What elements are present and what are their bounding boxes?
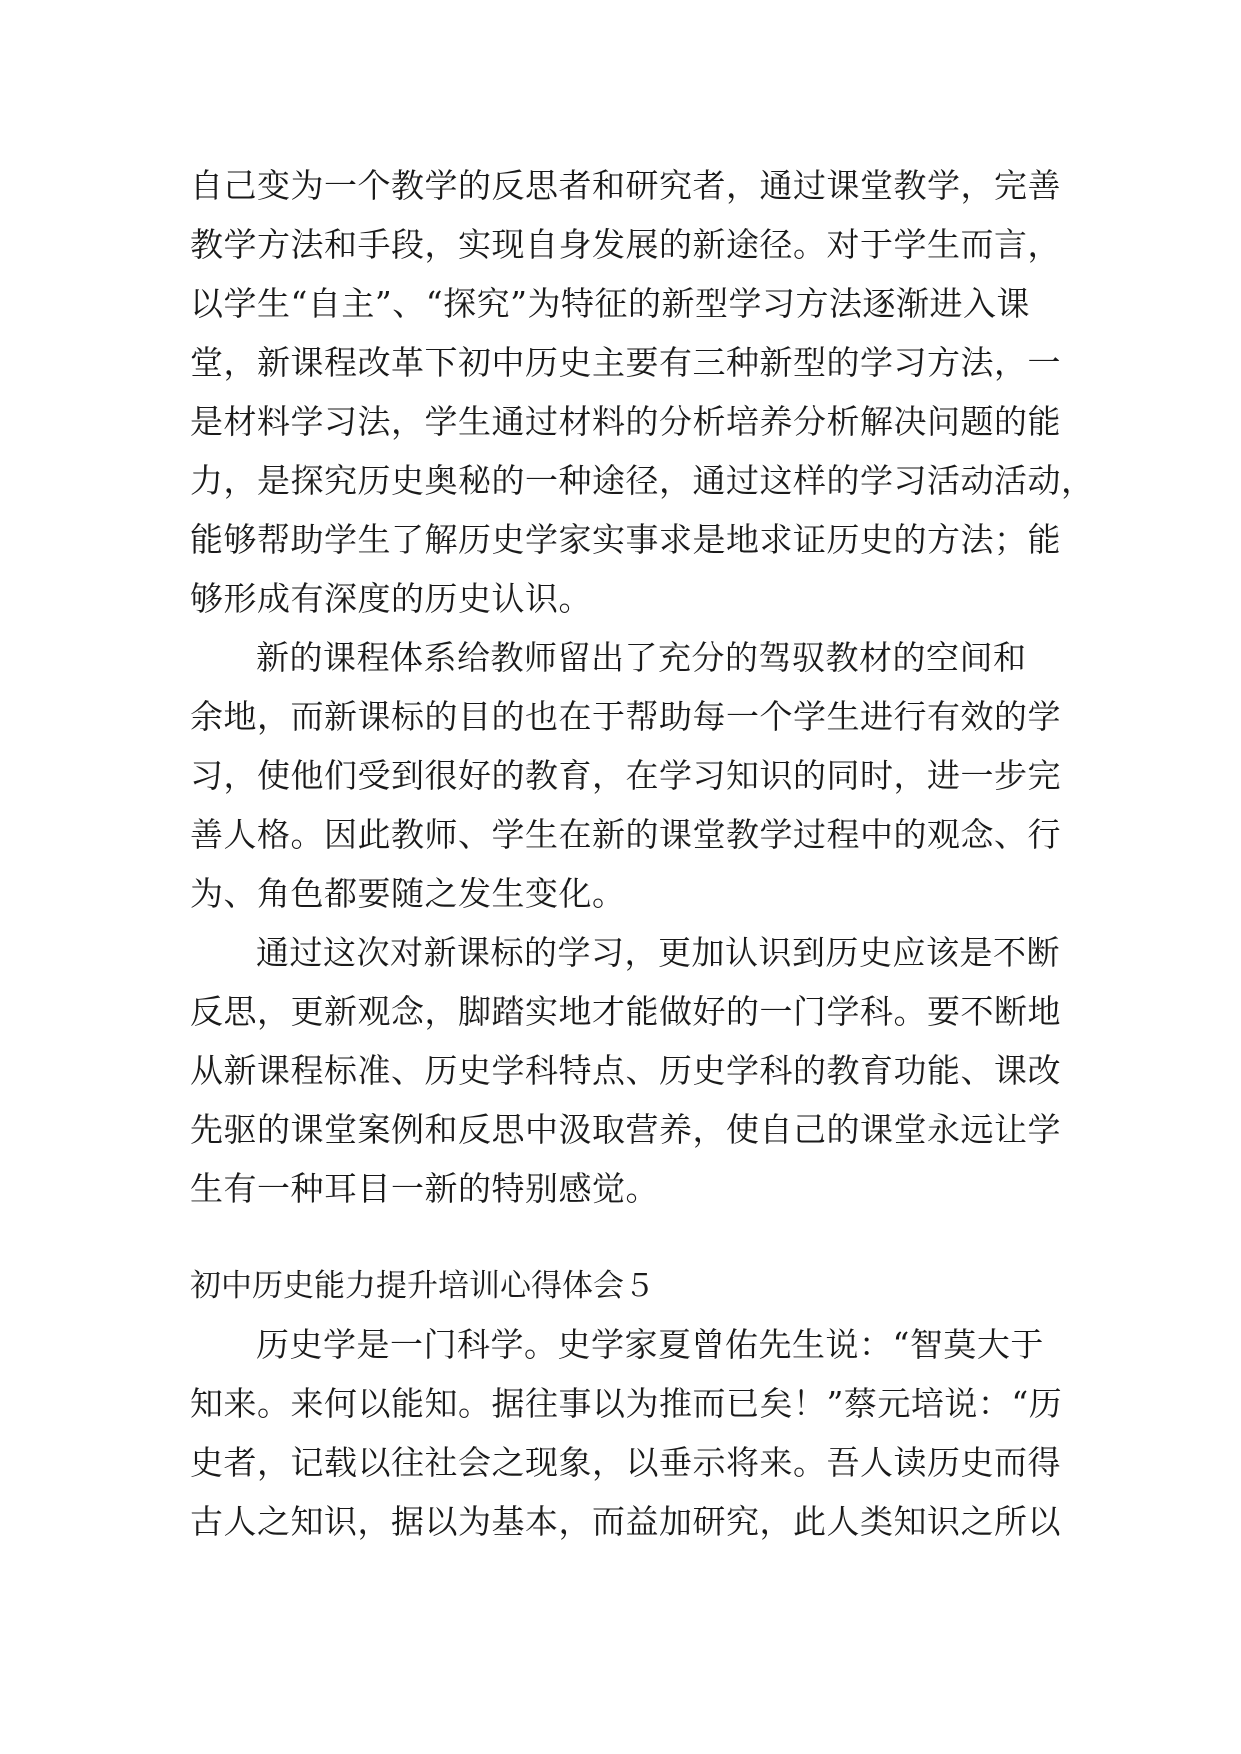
text-line: 先驱的课堂案例和反思中汲取营养，使自己的课堂永远让学 (190, 1110, 1061, 1149)
text-line: 新的课程体系给教师留出了充分的驾驭教材的空间和 (256, 638, 1027, 677)
text-line: 历史学是一门科学。史学家夏曾佑先生说：“智莫大于 (256, 1325, 1044, 1364)
text-line: 以学生“自主”、“探究”为特征的新型学习方法逐渐进入课 (190, 284, 1030, 323)
text-line: 善人格。因此教师、学生在新的课堂教学过程中的观念、行 (190, 815, 1061, 854)
text-line: 通过这次对新课标的学习，更加认识到历史应该是不断 (256, 933, 1060, 972)
text-line: 堂，新课程改革下初中历史主要有三种新型的学习方法，一 (190, 343, 1061, 382)
section-title: 初中历史能力提升培训心得体会５ (190, 1268, 655, 1304)
text-line: 自己变为一个教学的反思者和研究者，通过课堂教学，完善 (190, 166, 1061, 205)
text-line: 反思，更新观念，脚踏实地才能做好的一门学科。要不断地 (190, 992, 1061, 1031)
text-line: 为、角色都要随之发生变化。 (190, 874, 626, 913)
text-line: 是材料学习法，学生通过材料的分析培养分析解决问题的能 (190, 402, 1061, 441)
text-line: 够形成有深度的历史认识。 (190, 579, 592, 618)
text-line: 习，使他们受到很好的教育，在学习知识的同时，进一步完 (190, 756, 1061, 795)
text-line: 能够帮助学生了解历史学家实事求是地求证历史的方法；能 (190, 520, 1061, 559)
text-line: 史者，记载以往社会之现象，以垂示将来。吾人读历史而得 (190, 1443, 1061, 1482)
text-line: 生有一种耳目一新的特别感觉。 (190, 1169, 659, 1208)
text-line: 教学方法和手段，实现自身发展的新途径。对于学生而言， (190, 225, 1061, 264)
text-line: 从新课程标准、历史学科特点、历史学科的教育功能、课改 (190, 1051, 1061, 1090)
text-line: 力，是探究历史奥秘的一种途径，通过这样的学习活动活动， (190, 461, 1095, 500)
text-line: 余地，而新课标的目的也在于帮助每一个学生进行有效的学 (190, 697, 1061, 736)
text-line: 古人之知识，据以为基本，而益加研究，此人类知识之所以 (190, 1502, 1061, 1541)
text-line: 知来。来何以能知。据往事以为推而已矣！”蔡元培说：“历 (190, 1384, 1063, 1423)
